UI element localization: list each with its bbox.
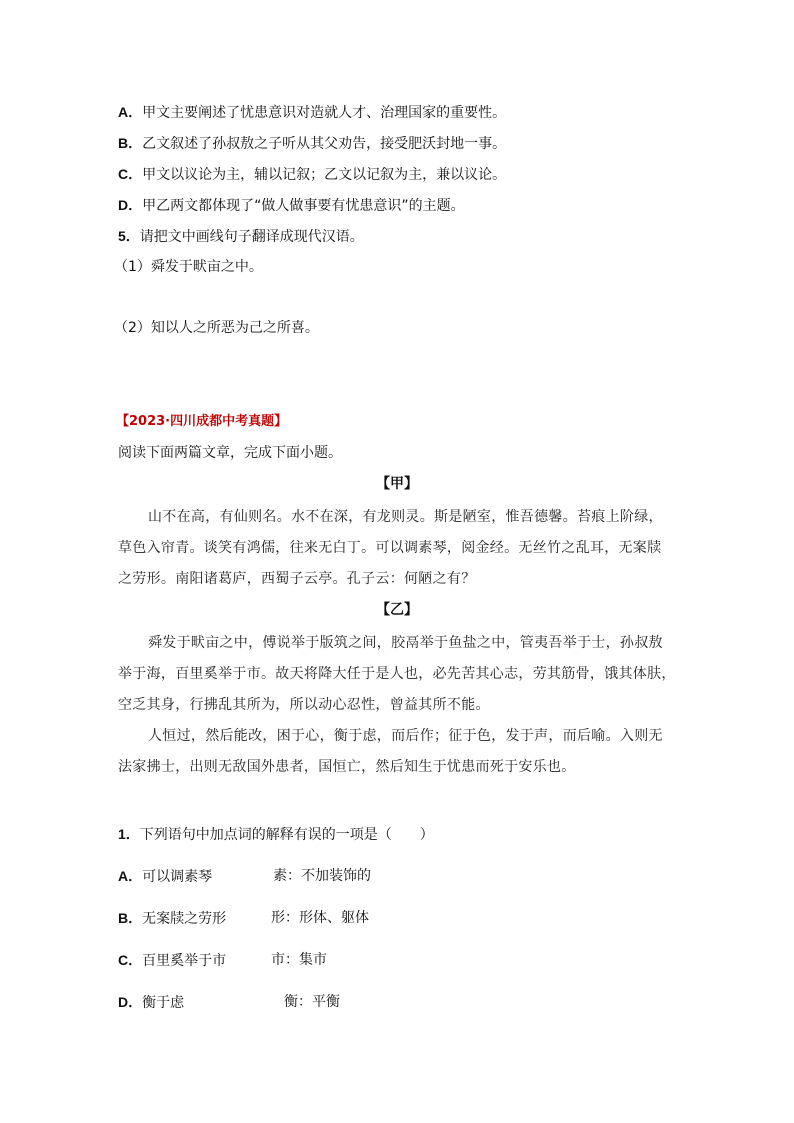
option-label: A． xyxy=(118,104,143,120)
question-number: 5． xyxy=(118,228,140,244)
option-label: B． xyxy=(118,910,143,926)
passage-jia-line: 草色入帘青。谈笑有鸿儒，往来无白丁。可以调素琴，阅金经。无丝竹之乱耳，无案牍 xyxy=(118,540,662,556)
q1-option-d xyxy=(118,992,184,1013)
question-5 xyxy=(118,226,364,247)
question-number: 1． xyxy=(118,826,140,842)
passage-yi-line: 空乏其身，行拂乱其所为，所以动心忍性，曾益其所不能。 xyxy=(118,697,490,713)
passage-yi-line: 舜发于畎亩之中，傅说举于版筑之间，胶鬲举于鱼盐之中，管夷吾举于士，孙叔敖 xyxy=(148,635,663,651)
option-phrase: 百里奚举于市 xyxy=(142,953,227,969)
section-instruction: 阅读下面两篇文章，完成下面小题。 xyxy=(118,445,342,461)
option-text: 乙文叙述了孙叔敖之子听从其父劝告，接受肥沃封地一事。 xyxy=(142,136,507,152)
passage-yi-line: 举于海，百里奚举于市。故天将降大任于是人也，必先苦其心志，劳其筋骨，饿其体肤， xyxy=(118,666,676,682)
passage-jia-line: 山不在高，有仙则名。水不在深，有龙则灵。斯是陋室，惟吾德馨。苔痕上阶绿， xyxy=(148,509,663,525)
passage-yi-line: 人恒过，然后能改，困于心，衡于虑，而后作；征于色，发于声，而后喻。入则无 xyxy=(148,728,663,744)
option-label: C． xyxy=(118,952,143,968)
option-label: B． xyxy=(118,135,143,151)
option-c xyxy=(118,164,506,185)
q1-option-b xyxy=(118,908,226,929)
passage-yi-heading: 【乙】 xyxy=(376,602,418,618)
option-d xyxy=(118,195,465,216)
q1-option-c xyxy=(118,950,226,971)
question-5-item-1: （1）舜发于畎亩之中。 xyxy=(114,259,263,275)
question-text: 下列语句中加点词的解释有误的一项是（ ） xyxy=(139,827,434,843)
q1-option-a xyxy=(118,866,212,887)
question-1 xyxy=(118,824,434,845)
option-text: 甲文以议论为主，辅以记叙；乙文以记叙为主，兼以议论。 xyxy=(142,167,507,183)
option-a xyxy=(118,102,506,123)
passage-yi-line: 法家拂士，出则无敌国外患者，国恒亡，然后知生于忧患而死于安乐也。 xyxy=(118,759,576,775)
passage-jia-heading: 【甲】 xyxy=(376,476,418,492)
q1-option-d-gloss: 衡：平衡 xyxy=(284,994,340,1010)
q1-option-a-gloss: 素：不加装饰的 xyxy=(273,868,371,884)
option-phrase: 可以调素琴 xyxy=(142,869,213,885)
option-label: A． xyxy=(118,868,143,884)
passage-jia-line: 之劳形。南阳诸葛庐，西蜀子云亭。孔子云：何陋之有？ xyxy=(118,571,476,587)
option-b xyxy=(118,133,506,154)
q1-option-c-gloss: 市：集市 xyxy=(271,952,327,968)
option-text: 甲乙两文都体现了“做人做事要有忧患意识”的主题。 xyxy=(142,198,465,214)
option-label: C． xyxy=(118,166,143,182)
q1-option-b-gloss: 形：形体、躯体 xyxy=(271,910,369,926)
option-label: D． xyxy=(118,994,143,1010)
option-text: 甲文主要阐述了忧患意识对造就人才、治理国家的重要性。 xyxy=(142,105,507,121)
section-source-tag: 【2023·四川成都中考真题】 xyxy=(116,414,288,429)
question-5-item-2: （2）知以人之所恶为己之所喜。 xyxy=(114,320,319,336)
option-phrase: 衡于虑 xyxy=(142,995,185,1011)
question-text: 请把文中画线句子翻译成现代汉语。 xyxy=(139,229,364,245)
option-label: D． xyxy=(118,197,143,213)
option-phrase: 无案牍之劳形 xyxy=(142,911,227,927)
